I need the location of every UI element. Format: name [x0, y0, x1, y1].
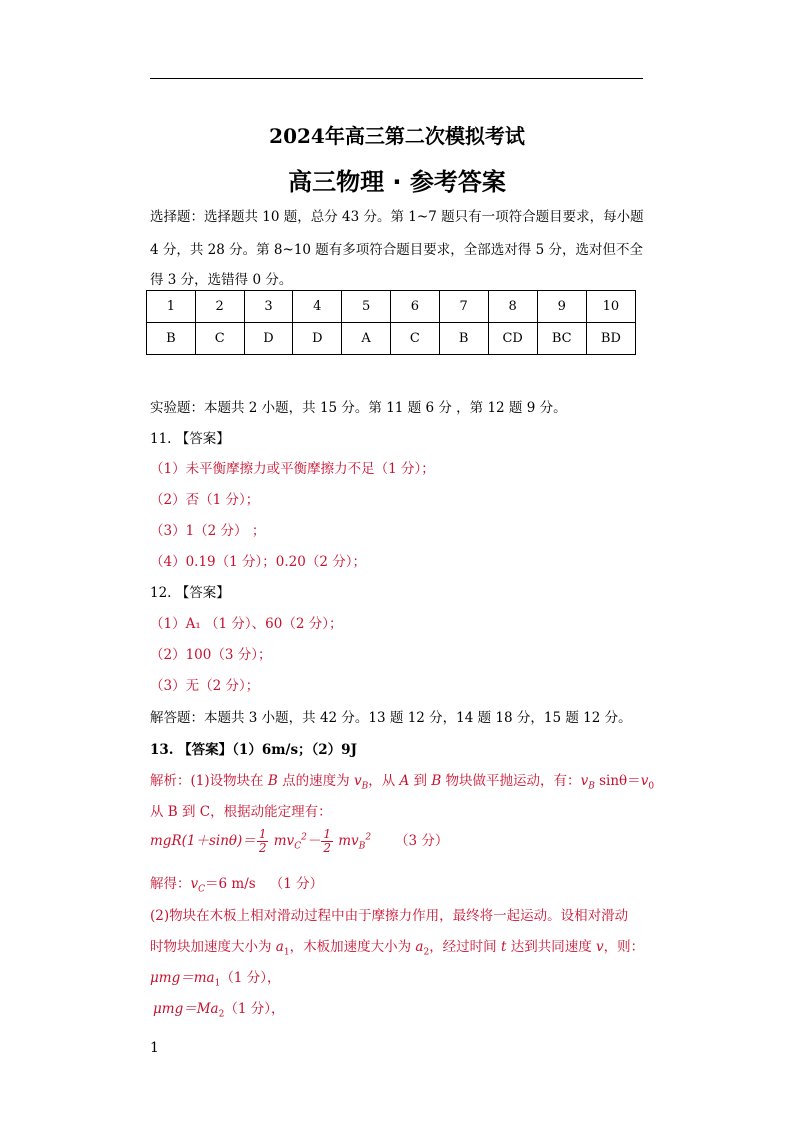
question-number-cell: 2 — [195, 291, 244, 323]
q11-label: 11. 【答案】 — [150, 431, 230, 447]
question-number-cell: 5 — [342, 291, 391, 323]
answer-key-title: 高三物理 · 参考答案 — [288, 168, 506, 196]
q11-answer-4: （4）0.19（1 分）；0.20（2 分）； — [150, 554, 366, 570]
question-number-cell: 7 — [439, 291, 488, 323]
answer-cell: B — [147, 323, 196, 355]
question-number-row — [147, 291, 636, 323]
q12-answer-2: （2）100（3 分）； — [150, 647, 272, 663]
q13-part2-line-1: (2)物块在木板上相对滑动过程中由于摩擦力作用，最终将一起运动。设相对滑动 — [150, 908, 629, 924]
q13-analysis-line-1: 解析：(1)设物块在 B 点的速度为 $v_B$，从 A 到 B 物块做平抛运动，有：$v_B$ $\sin\theta=v_0$ — [150, 773, 655, 792]
answer-cell: A — [342, 323, 391, 355]
answer-cell: BD — [586, 323, 635, 355]
answer-cell: CD — [488, 323, 537, 355]
q12-label: 12. 【答案】 — [150, 585, 230, 601]
q13-friction-eq-board: $\mu mg=Ma_2(1$ 分）， — [153, 1001, 285, 1020]
answer-cell: D — [244, 323, 293, 355]
exam-title: 2024年高三第二次模拟考试 — [269, 124, 525, 148]
q11-answer-2: （2）否（1 分）； — [150, 492, 260, 508]
question-number-cell: 8 — [488, 291, 537, 323]
question-number-cell: 10 — [586, 291, 635, 323]
solve-intro: 解答题：本题共 3 小题，共 42 分。13 题 12 分，14 题 18 分，15 题 12 分。 — [150, 710, 632, 726]
q11-answer-3: （3）1（2 分） ； — [150, 523, 266, 539]
question-number-cell: 9 — [537, 291, 586, 323]
page-number: 1 — [150, 1040, 159, 1056]
question-number-cell: 1 — [147, 291, 196, 323]
answer-row — [147, 323, 636, 355]
answer-cell: BC — [537, 323, 586, 355]
answer-cell: B — [439, 323, 488, 355]
q11-answer-1: （1）未平衡摩擦力或平衡摩擦力不足（1 分）； — [150, 461, 435, 477]
question-number-cell: 6 — [391, 291, 440, 323]
header-rule — [150, 78, 643, 79]
q13-analysis-line-2: 从 B 到 C，根据动能定理有： — [150, 804, 332, 820]
mcq-intro-line-3: 得 3 分，选错得 0 分。 — [150, 272, 293, 288]
answer-cell: C — [391, 323, 440, 355]
answer-cell: D — [293, 323, 342, 355]
mcq-intro-line-2: 4 分，共 28 分。第 8~10 题有多项符合题目要求，全部选对得 5 分，选对但不全 — [150, 242, 643, 258]
q13-solution-1: 解得：$v_C=6$ m/s （1 分） — [150, 876, 324, 895]
mcq-answer-table — [146, 290, 636, 355]
answer-cell: C — [195, 323, 244, 355]
mcq-intro-line-1: 选择题：选择题共 10 题，总分 43 分。第 1~7 题只有一项符合题目要求，每小题 — [150, 209, 644, 225]
one-half-fraction: $\frac{1}{2}$ — [258, 827, 267, 855]
q13-label: 13. 【答案】（1）6m/s；（2）9J — [150, 742, 357, 758]
q12-answer-3: （3）无（2 分）； — [150, 678, 260, 694]
q13-friction-eq-block: $\mu mg=ma_1(1$ 分）， — [150, 970, 281, 989]
question-number-cell: 3 — [244, 291, 293, 323]
q13-energy-equation: mgR(1＋sinθ)＝ $\frac{1}{2}$ $mv_C^2-$ $\frac{1}{2}$ $mv_B^2$ （3 分） — [150, 827, 449, 855]
q12-answer-1: （1）A₁ （1 分）、60（2 分）； — [150, 616, 343, 632]
q13-part2-line-2: 时物块加速度大小为 $a_1$，木板加速度大小为 $a_2$，经过时间 t 达到共同速度 v，则： — [150, 939, 645, 958]
question-number-cell: 4 — [293, 291, 342, 323]
experiment-intro: 实验题：本题共 2 小题，共 15 分。第 11 题 6 分 ，第 12 题 9 分。 — [150, 400, 567, 416]
one-half-fraction: $\frac{1}{2}$ — [323, 827, 331, 855]
